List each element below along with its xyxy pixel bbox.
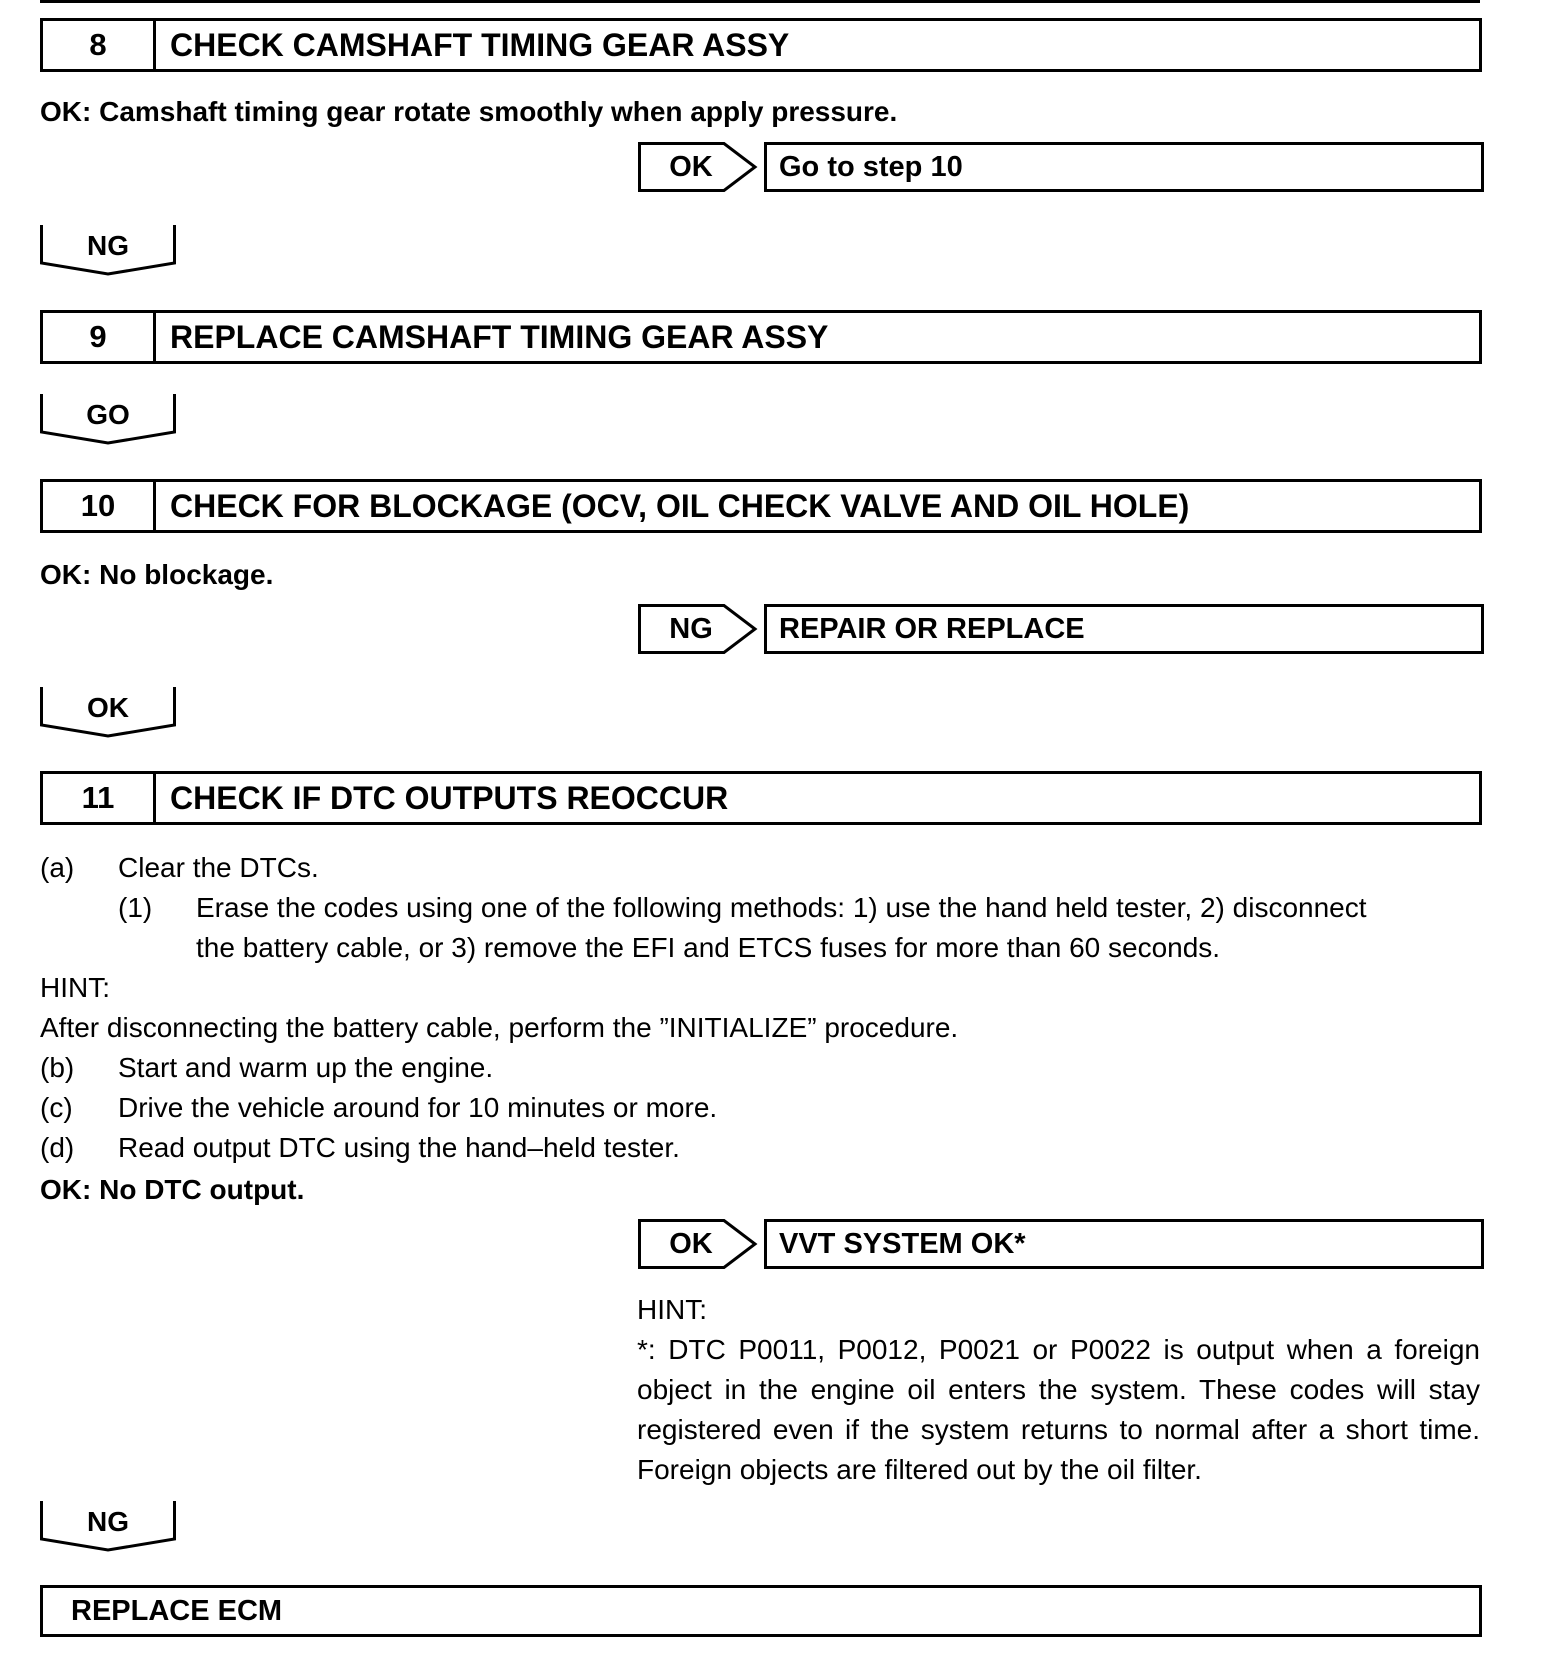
list-label: (d)	[40, 1132, 75, 1163]
step-11-flow-tag	[40, 1501, 176, 1553]
step-8-flow-tag	[40, 225, 176, 277]
flow-tag-label: OK	[87, 692, 129, 723]
step-11-ok-criterion: OK: No DTC output.	[40, 1174, 305, 1205]
step-10-flow-tag	[40, 687, 176, 739]
list-text: Drive the vehicle around for 10 minutes or more.	[118, 1092, 718, 1123]
result-arrow-tag	[638, 604, 758, 654]
flow-tag-label: GO	[86, 399, 130, 430]
final-action-box: REPLACE ECM	[40, 1585, 1482, 1637]
hint-label: HINT:	[40, 972, 110, 1003]
step-number: 9	[43, 313, 156, 361]
step-number: 11	[43, 774, 156, 822]
step-10-header	[40, 479, 1482, 533]
list-text: Erase the codes using one of the following methods: 1) use the hand held tester, 2) disconnect	[196, 892, 1367, 923]
result-action-box: VVT SYSTEM OK*	[764, 1219, 1484, 1269]
list-text-continued: the battery cable, or 3) remove the EFI and ETCS fuses for more than 60 seconds.	[196, 932, 1221, 963]
result-hint-note	[637, 1290, 1480, 1490]
list-text: Read output DTC using the hand–held tester.	[118, 1132, 680, 1163]
step-10-result-row	[638, 604, 1484, 654]
list-label: (1)	[118, 892, 153, 923]
result-tag-label: NG	[669, 612, 713, 645]
list-text: Start and warm up the engine.	[118, 1052, 494, 1083]
step-title: CHECK FOR BLOCKAGE (OCV, OIL CHECK VALVE AND OIL HOLE)	[170, 487, 1190, 524]
flow-tag-label: NG	[87, 1506, 129, 1537]
result-tag-label: OK	[669, 150, 713, 183]
top-rule	[40, 0, 1480, 3]
step-11-header	[40, 771, 1482, 825]
step-number: 8	[43, 21, 156, 69]
step-title: CHECK IF DTC OUTPUTS REOCCUR	[170, 779, 729, 816]
step-11-result-row	[638, 1219, 1484, 1269]
list-label: (a)	[40, 852, 75, 883]
step-9-header	[40, 310, 1482, 364]
hint-label: HINT:	[637, 1294, 707, 1325]
step-8-result-row	[638, 142, 1484, 192]
list-label: (b)	[40, 1052, 75, 1083]
result-arrow-tag	[638, 1219, 758, 1269]
result-tag-label: OK	[669, 1227, 713, 1260]
step-8-header	[40, 18, 1482, 72]
result-action-box: REPAIR OR REPLACE	[764, 604, 1484, 654]
step-title: CHECK CAMSHAFT TIMING GEAR ASSY	[170, 26, 790, 63]
step-8-ok-criterion: OK: Camshaft timing gear rotate smoothly when apply pressure.	[40, 96, 898, 127]
result-arrow-tag	[638, 142, 758, 192]
list-text: Clear the DTCs.	[118, 852, 319, 883]
step-10-ok-criterion: OK: No blockage.	[40, 559, 274, 590]
list-label: (c)	[40, 1092, 73, 1123]
hint-text: After disconnecting the battery cable, perform the ”INITIALIZE” procedure.	[40, 1012, 959, 1043]
step-9-flow-tag	[40, 394, 176, 446]
step-title: REPLACE CAMSHAFT TIMING GEAR ASSY	[170, 318, 829, 355]
step-number: 10	[43, 482, 156, 530]
flow-tag-label: NG	[87, 230, 129, 261]
result-action-box: Go to step 10	[764, 142, 1484, 192]
hint-text: *: DTC P0011, P0012, P0021 or P0022 is output when a foreign object in the engine oil enters the system. These codes will stay registered even if the system returns to normal after a short time. Foreign objects are filtered out by the oil filter.	[637, 1334, 1480, 1485]
